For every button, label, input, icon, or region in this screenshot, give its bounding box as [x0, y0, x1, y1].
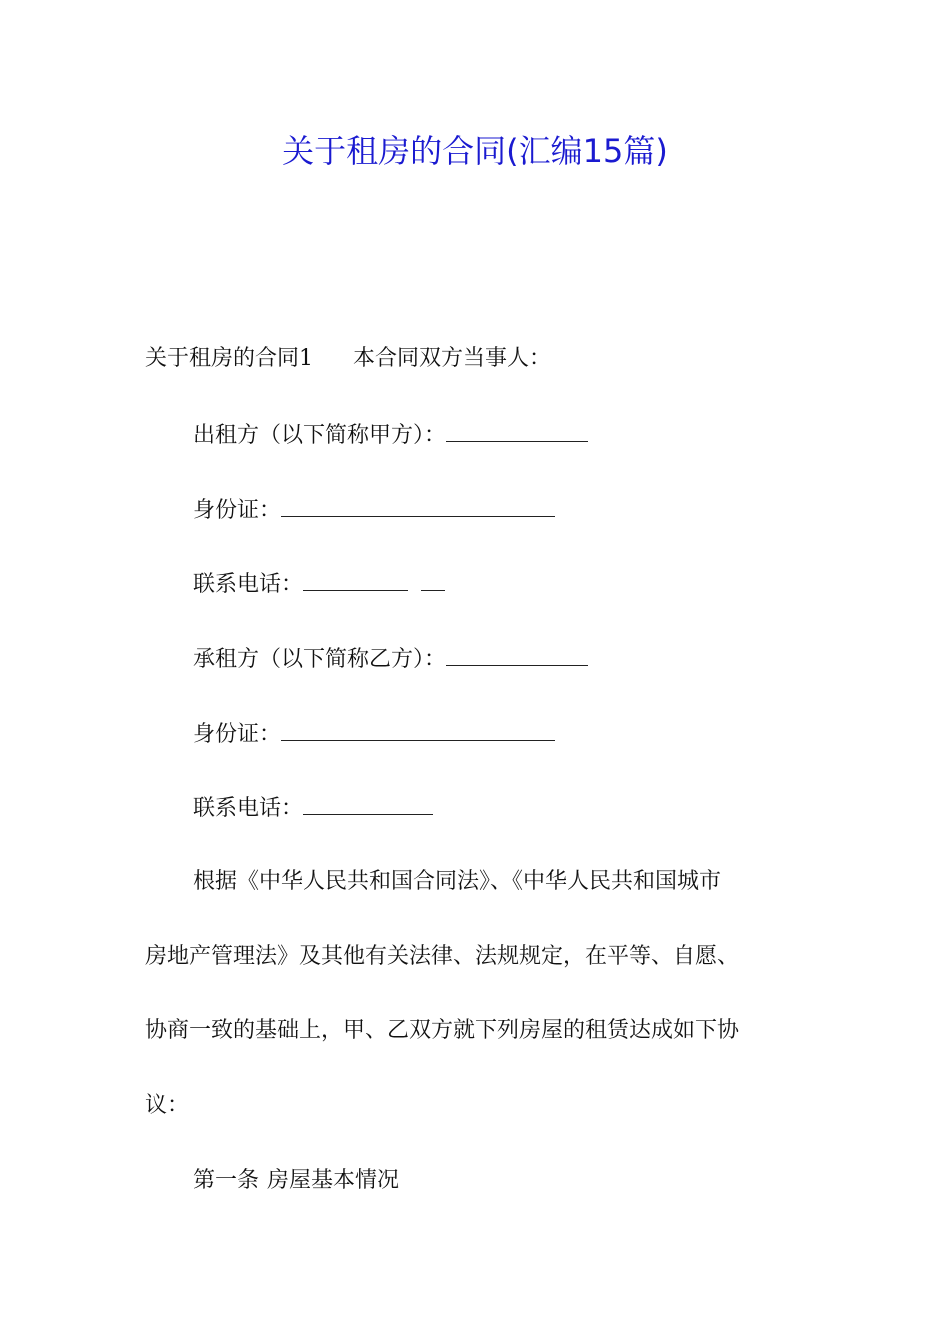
lessor-id-blank[interactable]	[281, 494, 555, 517]
lessee-phone-row	[193, 792, 433, 824]
lessee-id-row	[193, 718, 555, 750]
article-1-heading	[193, 1166, 399, 1196]
body-line-1: 根据《中华人民共和国合同法》、《中华人民共和国城市	[193, 869, 722, 894]
lessor-name-blank[interactable]	[446, 419, 588, 442]
lessor-phone-blank[interactable]	[303, 568, 408, 591]
lessor-phone-blank-extra[interactable]	[421, 568, 445, 591]
lessor-row	[193, 419, 588, 451]
lessee-id-label: 身份证：	[193, 722, 282, 747]
lessee-label: 承租方（以下简称乙方）：	[193, 647, 447, 672]
lessee-id-blank[interactable]	[281, 718, 555, 741]
body-line-3: 协商一致的基础上，甲、乙双方就下列房屋的租赁达成如下协	[145, 1018, 740, 1043]
article-1-title: 房屋基本情况	[267, 1168, 400, 1193]
lessee-phone-blank[interactable]	[303, 792, 433, 815]
body-line-4: 议：	[145, 1093, 190, 1118]
document-title: 关于租房的合同(汇编15篇)	[282, 132, 668, 170]
article-1-number: 第一条	[193, 1168, 260, 1193]
lessor-phone-row	[193, 568, 445, 600]
body-line-2: 房地产管理法》及其他有关法律、法规规定，在平等、自愿、	[145, 944, 740, 969]
lessor-phone-label: 联系电话：	[193, 572, 304, 597]
lessor-label: 出租方（以下简称甲方）：	[193, 423, 447, 448]
contract-heading	[145, 344, 551, 374]
lessor-id-label: 身份证：	[193, 498, 282, 523]
lessee-name-blank[interactable]	[446, 643, 588, 666]
lessee-row	[193, 643, 588, 675]
parties-label: 本合同双方当事人：	[353, 346, 552, 371]
lessee-phone-label: 联系电话：	[193, 796, 304, 821]
lessor-id-row	[193, 494, 555, 526]
contract-number-label: 关于租房的合同1	[145, 346, 313, 371]
